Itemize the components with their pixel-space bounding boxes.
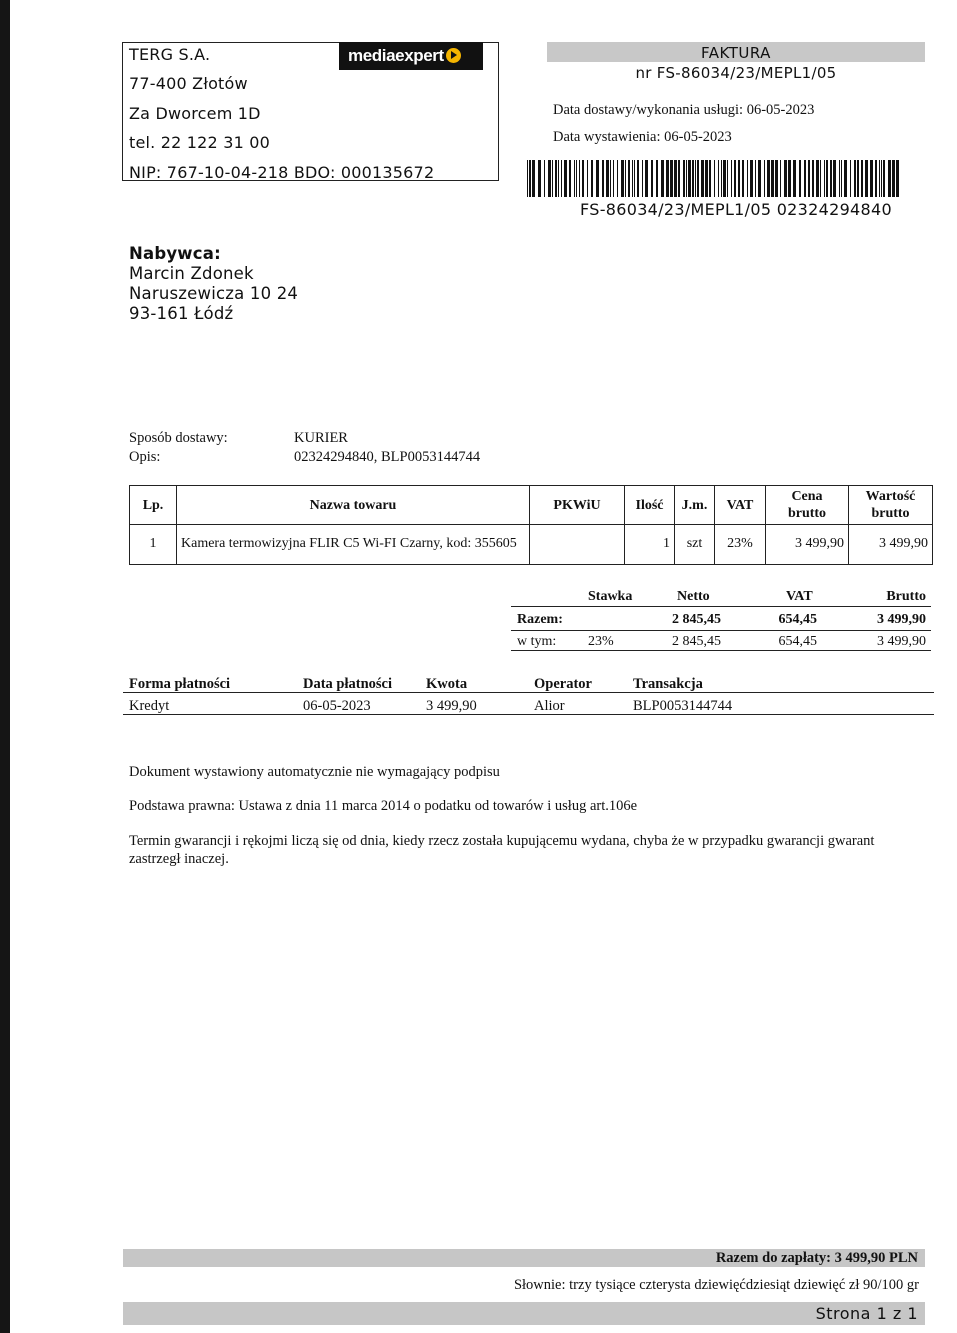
barcode-bar <box>879 160 880 197</box>
barcode-bar <box>747 160 748 197</box>
item-vat: 23% <box>715 525 766 565</box>
barcode-bar <box>780 160 781 197</box>
summary-breakdown-gross: 3 499,90 <box>877 634 926 649</box>
summary-breakdown-rate: 23% <box>588 634 614 649</box>
barcode-bar <box>723 160 726 197</box>
barcode-bar <box>709 160 711 197</box>
total-due: Razem do zapłaty: 3 499,90 PLN <box>715 1250 918 1266</box>
barcode-bar <box>888 160 891 197</box>
barcode-bar <box>645 160 648 197</box>
barcode-bar <box>529 160 531 197</box>
buyer-city: 93-161 Łódź <box>129 304 234 323</box>
barcode-bar <box>870 160 873 197</box>
barcode-bar <box>705 160 708 197</box>
barcode-bar <box>651 160 653 197</box>
seller-phone: tel. 22 122 31 00 <box>129 133 271 152</box>
total-in-words: Słownie: trzy tysiące czterysta dziewięćdziesiąt dziewięć zł 90/100 gr <box>513 1277 919 1293</box>
summary-divider-bottom <box>511 650 931 651</box>
delivery-desc-label: Opis: <box>129 449 161 465</box>
barcode-bar <box>865 160 868 197</box>
barcode-bar <box>527 160 528 197</box>
barcode-bar <box>582 160 584 197</box>
buyer-street: Naruszewicza 10 24 <box>129 284 299 303</box>
issue-date: 06-05-2023 <box>664 129 732 145</box>
barcode-bar <box>561 160 562 197</box>
barcode-bar <box>734 160 736 197</box>
payment-transaction-header: Transakcja <box>633 676 703 692</box>
barcode-bar <box>625 160 626 197</box>
summary-total-net: 2 845,45 <box>672 612 721 627</box>
barcode-bar <box>758 160 761 197</box>
barcode-bar <box>564 160 567 197</box>
barcode-bar <box>808 160 810 197</box>
delivery-date-label: Data dostawy/wykonania usługi: <box>553 102 744 118</box>
barcode-bar <box>826 160 828 197</box>
barcode-bar <box>606 160 609 197</box>
barcode-bar <box>637 160 639 197</box>
barcode <box>527 160 899 197</box>
payment-date: 06-05-2023 <box>303 698 371 714</box>
barcode-bar <box>816 160 819 197</box>
summary-divider-mid <box>511 630 931 631</box>
item-unit: szt <box>675 525 715 565</box>
barcode-bar <box>881 160 882 197</box>
seller-tax-ids: NIP: 767-10-04-218 BDO: 000135672 <box>129 163 435 182</box>
barcode-bar <box>688 160 691 197</box>
barcode-bar <box>610 160 611 197</box>
barcode-bar <box>883 160 885 197</box>
payment-operator-header: Operator <box>534 676 592 692</box>
col-price-line1: Cena <box>791 489 823 504</box>
barcode-bar <box>833 160 836 197</box>
col-lp: Lp. <box>130 486 177 525</box>
barcode-bar <box>558 160 559 197</box>
items-header-row <box>130 486 933 525</box>
barcode-bar <box>731 160 732 197</box>
barcode-bar <box>552 160 553 197</box>
payment-operator: Alior <box>534 698 565 714</box>
barcode-bar <box>596 160 599 197</box>
barcode-bar <box>771 160 774 197</box>
barcode-bar <box>674 160 677 197</box>
summary-divider-top <box>511 606 931 607</box>
delivery-method: KURIER <box>294 430 348 446</box>
table-row <box>130 525 933 565</box>
summary-total-gross: 3 499,90 <box>877 612 926 627</box>
barcode-bar <box>764 160 765 197</box>
barcode-text: FS-86034/23/MEPL1/05 02324294840 <box>580 200 892 219</box>
barcode-bar <box>621 160 624 197</box>
barcode-bar <box>775 160 778 197</box>
note-legal: Podstawa prawna: Ustawa z dnia 11 marca 2014 o podatku od towarów i usług art.106e <box>129 798 638 814</box>
payment-date-header: Data płatności <box>303 676 393 692</box>
barcode-bar <box>820 160 821 197</box>
summary-rate-header: Stawka <box>588 589 633 604</box>
items-table <box>129 485 933 565</box>
summary-total-vat: 654,45 <box>778 612 817 627</box>
barcode-bar <box>532 160 535 197</box>
payment-transaction: BLP0053144744 <box>633 698 733 714</box>
delivery-date-line <box>553 102 814 119</box>
barcode-bar <box>548 160 551 197</box>
summary-net-header: Netto <box>677 589 710 604</box>
col-value-line1: Wartość <box>865 489 916 504</box>
barcode-bar <box>750 160 753 197</box>
barcode-bar <box>844 160 847 197</box>
barcode-bar <box>587 160 588 197</box>
barcode-bar <box>634 160 635 197</box>
buyer-label: Nabywca: <box>129 244 221 263</box>
barcode-bar <box>793 160 796 197</box>
col-value-line2: brutto <box>871 506 910 521</box>
summary-breakdown-net: 2 845,45 <box>672 634 721 649</box>
barcode-bar <box>656 160 658 197</box>
barcode-bar <box>799 160 801 197</box>
item-lp: 1 <box>130 525 177 565</box>
delivery-method-label: Sposób dostawy: <box>129 430 228 446</box>
item-pkwiu <box>530 525 625 565</box>
page-number-bar <box>123 1302 925 1325</box>
barcode-bar <box>857 160 859 197</box>
summary-breakdown-vat: 654,45 <box>778 634 817 649</box>
barcode-bar <box>555 160 557 197</box>
barcode-bar <box>591 160 593 197</box>
barcode-bar <box>686 160 687 197</box>
col-pkwiu: PKWiU <box>530 486 625 525</box>
barcode-bar <box>892 160 895 197</box>
col-name: Nazwa towaru <box>177 486 530 525</box>
col-price-line2: brutto <box>787 506 827 521</box>
seller-box <box>122 42 499 181</box>
barcode-bar <box>850 160 851 197</box>
payment-divider-bottom <box>123 714 934 715</box>
issue-date-label: Data wystawienia: <box>553 129 661 145</box>
barcode-bar <box>788 160 791 197</box>
delivery-date: 06-05-2023 <box>746 102 815 118</box>
play-icon <box>446 48 461 63</box>
barcode-bar <box>896 160 899 197</box>
barcode-bar <box>678 160 680 197</box>
barcode-bar <box>738 160 740 197</box>
barcode-bar <box>628 160 630 197</box>
seller-name: TERG S.A. <box>129 45 211 64</box>
payment-amount-header: Kwota <box>426 676 468 692</box>
barcode-bar <box>841 160 842 197</box>
barcode-bar <box>824 160 825 197</box>
page-number: Strona 1 z 1 <box>815 1304 918 1323</box>
barcode-bar <box>632 160 633 197</box>
note-warranty: Termin gwarancji i rękojmi liczą się od dnia, kiedy rzecz została kupującemu wydana, chyba że w przypadku gwarancji gwarant zastrzegł inaczej. <box>129 833 875 867</box>
barcode-bar <box>875 160 877 197</box>
barcode-bar <box>574 160 575 197</box>
barcode-bar <box>569 160 571 197</box>
seller-street: Za Dworcem 1D <box>129 104 261 123</box>
scan-edge <box>0 0 10 1333</box>
col-value <box>849 486 933 525</box>
col-unit: J.m. <box>675 486 715 525</box>
item-name: Kamera termowizyjna FLIR C5 Wi-FI Czarny, kod: 355605 <box>177 525 530 565</box>
barcode-bar <box>538 160 541 197</box>
barcode-bar <box>544 160 545 197</box>
barcode-bar <box>642 160 643 197</box>
barcode-bar <box>666 160 669 197</box>
barcode-bar <box>692 160 694 197</box>
mediaexpert-logo <box>339 42 483 70</box>
barcode-bar <box>854 160 856 197</box>
barcode-bar <box>784 160 787 197</box>
barcode-bar <box>727 160 728 197</box>
barcode-bar <box>661 160 664 197</box>
payment-form-header: Forma płatności <box>129 676 231 692</box>
barcode-bar <box>602 160 604 197</box>
logo-expert-text: expert <box>395 46 444 65</box>
buyer-name: Marcin Zdonek <box>129 264 254 283</box>
barcode-bar <box>839 160 840 197</box>
barcode-bar <box>695 160 696 197</box>
note-auto: Dokument wystawiony automatycznie nie wymagający podpisu <box>129 764 500 780</box>
barcode-bar <box>617 160 618 197</box>
barcode-bar <box>804 160 806 197</box>
summary-breakdown-label: w tym: <box>517 634 557 649</box>
total-due-bar <box>123 1249 925 1267</box>
summary-total-label: Razem: <box>517 612 563 627</box>
logo-media-text: media <box>348 46 396 65</box>
col-price <box>766 486 849 525</box>
invoice-title: FAKTURA <box>547 42 925 62</box>
item-price: 3 499,90 <box>766 525 849 565</box>
barcode-bar <box>613 160 614 197</box>
barcode-bar <box>718 160 719 197</box>
col-vat: VAT <box>715 486 766 525</box>
barcode-bar <box>755 160 756 197</box>
issue-date-line <box>553 129 732 146</box>
barcode-bar <box>714 160 715 197</box>
barcode-bar <box>697 160 699 197</box>
seller-city: 77-400 Złotów <box>129 74 248 93</box>
item-value: 3 499,90 <box>849 525 933 565</box>
invoice-number: nr FS-86034/23/MEPL1/05 <box>635 64 837 82</box>
payment-amount: 3 499,90 <box>426 698 477 714</box>
barcode-bar <box>721 160 722 197</box>
summary-gross-header: Brutto <box>886 589 926 604</box>
barcode-bar <box>683 160 685 197</box>
barcode-bar <box>767 160 770 197</box>
barcode-bar <box>861 160 863 197</box>
item-qty: 1 <box>625 525 675 565</box>
barcode-bar <box>670 160 673 197</box>
col-qty: Ilość <box>625 486 675 525</box>
barcode-bar <box>576 160 577 197</box>
payment-form: Kredyt <box>129 698 170 714</box>
delivery-desc: 02324294840, BLP0053144744 <box>294 449 481 465</box>
barcode-bar <box>742 160 744 197</box>
payment-divider-top <box>123 692 934 693</box>
barcode-bar <box>701 160 704 197</box>
summary-vat-header: VAT <box>786 589 813 604</box>
barcode-bar <box>579 160 580 197</box>
barcode-bar <box>830 160 832 197</box>
barcode-bar <box>812 160 814 197</box>
